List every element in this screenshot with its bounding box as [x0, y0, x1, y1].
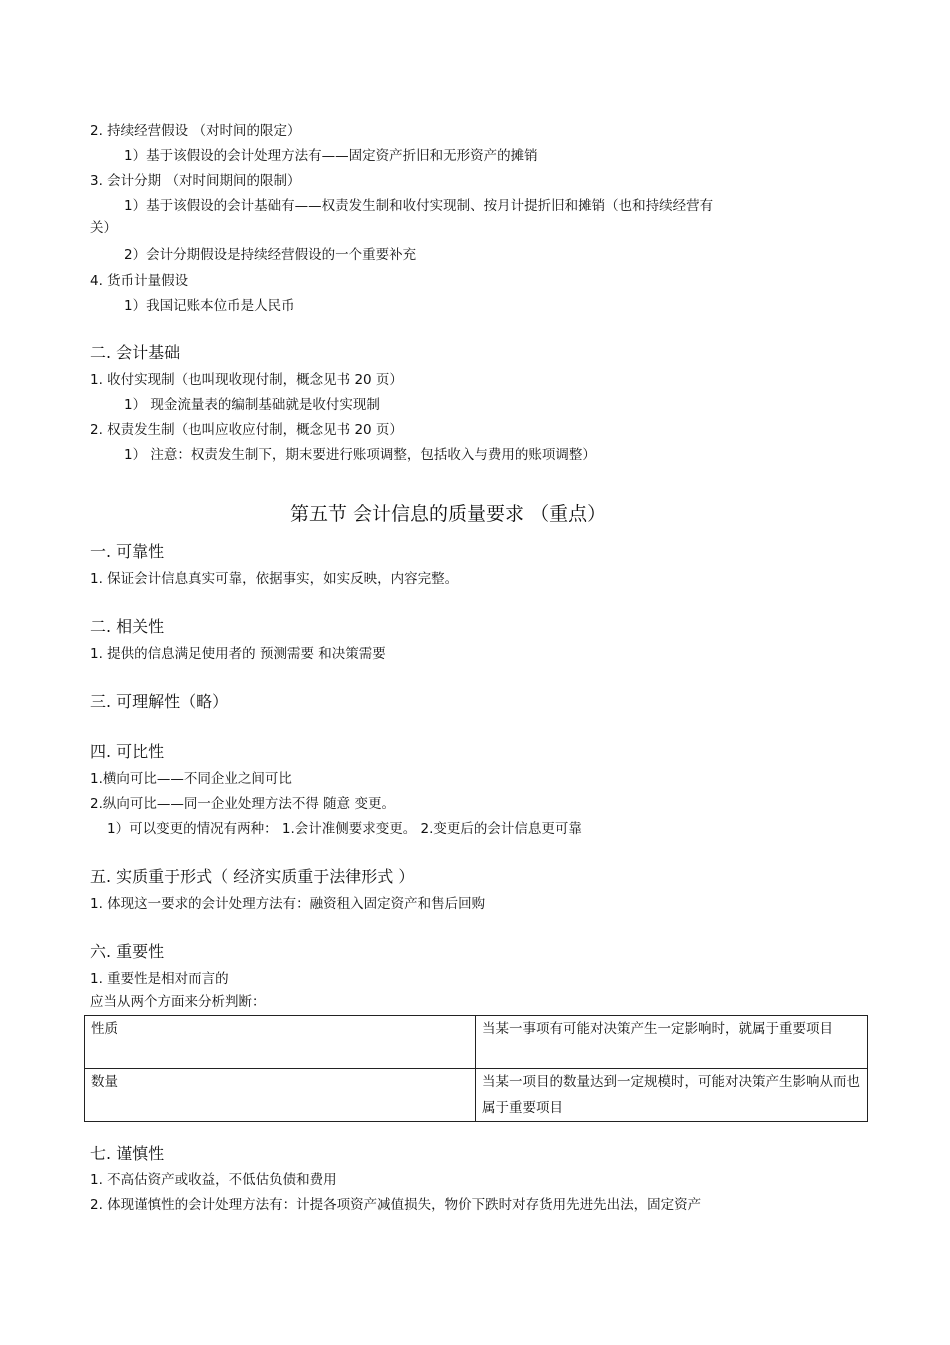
sub-item: 1）基于该假设的会计基础有——权责发生制和收付实现制、按月计提折旧和摊销（也和持续经营有 — [124, 198, 714, 214]
section-heading: 三. 可理解性（略） — [90, 692, 229, 711]
list-item: 1. 不高估资产或收益，不低估负债和费用 — [90, 1172, 337, 1188]
section-heading: 五. 实质重于形式（ 经济实质重于法律形式 ） — [90, 867, 415, 886]
section-heading: 四. 可比性 — [90, 742, 165, 761]
table-cell-description: 当某一事项有可能对决策产生一定影响时，就属于重要项目 — [476, 1016, 868, 1069]
sub-item: 1）基于该假设的会计处理方法有——固定资产折旧和无形资产的摊销 — [124, 148, 538, 164]
importance-table — [84, 1015, 868, 1122]
list-item: 1. 体现这一要求的会计处理方法有：融资租入固定资产和售后回购 — [90, 896, 486, 912]
table-cell-aspect: 性质 — [85, 1016, 476, 1069]
list-item: 1.横向可比——不同企业之间可比 — [90, 771, 292, 787]
table-row — [85, 1069, 868, 1122]
sub-item: 1） 注意：权责发生制下，期末要进行账项调整，包括收入与费用的账项调整） — [124, 447, 596, 463]
sub-item: 1）可以变更的情况有两种： 1.会计准侧要求变更。 2.变更后的会计信息更可靠 — [107, 821, 582, 837]
text-line: 应当从两个方面来分析判断： — [90, 994, 266, 1010]
table-row — [85, 1016, 868, 1069]
section-heading: 七. 谨慎性 — [90, 1144, 165, 1163]
list-item: 2. 权责发生制（也叫应收应付制，概念见书 20 页） — [90, 422, 403, 438]
section-heading: 二. 会计基础 — [90, 343, 181, 362]
list-item: 1. 保证会计信息真实可靠，依据事实，如实反映，内容完整。 — [90, 571, 459, 587]
sub-item: 1） 现金流量表的编制基础就是收付实现制 — [124, 397, 380, 413]
table-cell-description: 当某一项目的数量达到一定规模时，可能对决策产生影响从而也属于重要项目 — [476, 1069, 868, 1122]
sub-item: 1）我国记账本位币是人民币 — [124, 298, 295, 314]
table-cell-aspect: 数量 — [85, 1069, 476, 1122]
sub-item: 2）会计分期假设是持续经营假设的一个重要补充 — [124, 247, 417, 263]
chapter-title: 第五节 会计信息的质量要求 （重点） — [290, 503, 607, 525]
sub-item-continuation: 关） — [90, 220, 117, 236]
list-item: 2.纵向可比——同一企业处理方法不得 随意 变更。 — [90, 796, 395, 812]
item-monetary-measurement: 4. 货币计量假设 — [90, 273, 189, 289]
section-heading: 六. 重要性 — [90, 942, 165, 961]
item-going-concern: 2. 持续经营假设 （对时间的限定） — [90, 123, 301, 139]
section-heading: 二. 相关性 — [90, 617, 165, 636]
section-heading: 一. 可靠性 — [90, 542, 165, 561]
list-item: 1. 收付实现制（也叫现收现付制，概念见书 20 页） — [90, 372, 403, 388]
list-item: 2. 体现谨慎性的会计处理方法有：计提各项资产减值损失，物价下跌时对存货用先进先出法，固定资产 — [90, 1197, 702, 1213]
list-item: 1. 重要性是相对而言的 — [90, 971, 229, 987]
list-item: 1. 提供的信息满足使用者的 预测需要 和决策需要 — [90, 646, 386, 662]
item-accounting-period: 3. 会计分期 （对时间期间的限制） — [90, 173, 301, 189]
